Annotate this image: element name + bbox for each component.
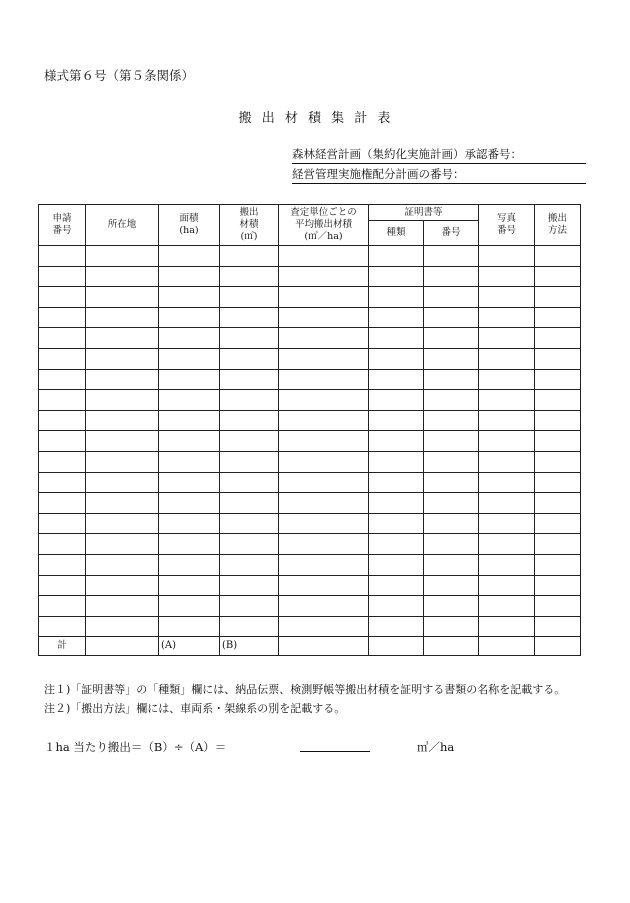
method-cell[interactable] xyxy=(535,431,581,452)
per-hectare-formula: １ha 当たり搬出＝（B）÷（A）＝ xyxy=(44,740,227,754)
photo-number-cell[interactable] xyxy=(479,410,535,431)
volume-cell[interactable] xyxy=(220,307,279,328)
certificate-number-cell[interactable] xyxy=(424,307,479,328)
average-volume-cell[interactable] xyxy=(279,534,369,555)
photo-number-cell[interactable] xyxy=(479,328,535,349)
photo-number-cell[interactable] xyxy=(479,554,535,575)
photo-number-cell[interactable] xyxy=(479,348,535,369)
area-cell[interactable] xyxy=(159,328,220,349)
photo-number-cell[interactable] xyxy=(479,431,535,452)
certificate-type-cell[interactable] xyxy=(369,410,424,431)
certificate-number-cell[interactable] xyxy=(424,554,479,575)
volume-cell[interactable] xyxy=(220,287,279,308)
volume-cell[interactable] xyxy=(220,369,279,390)
photo-number-cell[interactable] xyxy=(479,472,535,493)
photo-number-cell[interactable] xyxy=(479,493,535,514)
table-row xyxy=(39,534,581,555)
method-cell[interactable] xyxy=(535,348,581,369)
photo-number-cell[interactable] xyxy=(479,616,535,637)
application-number-cell[interactable] xyxy=(39,390,86,411)
certificate-type-cell[interactable] xyxy=(369,348,424,369)
header-location: 所在地 xyxy=(86,205,159,246)
certificate-number-cell[interactable] xyxy=(424,348,479,369)
volume-cell[interactable] xyxy=(220,616,279,637)
per-hectare-result-field[interactable] xyxy=(300,751,370,752)
volume-cell[interactable] xyxy=(220,390,279,411)
location-cell[interactable] xyxy=(86,431,159,452)
area-cell[interactable] xyxy=(159,246,220,267)
table-row xyxy=(39,307,581,328)
photo-number-cell[interactable] xyxy=(479,266,535,287)
table-row xyxy=(39,451,581,472)
location-cell[interactable] xyxy=(86,596,159,617)
table-row xyxy=(39,472,581,493)
area-cell[interactable] xyxy=(159,390,220,411)
area-cell[interactable] xyxy=(159,451,220,472)
average-volume-cell[interactable] xyxy=(279,307,369,328)
total-area-cell[interactable] xyxy=(159,637,220,656)
application-number-cell[interactable] xyxy=(39,451,86,472)
certificate-type-cell[interactable] xyxy=(369,534,424,555)
photo-number-cell[interactable] xyxy=(479,451,535,472)
area-cell[interactable] xyxy=(159,287,220,308)
certificate-number-cell[interactable] xyxy=(424,369,479,390)
certificate-type-cell[interactable] xyxy=(369,493,424,514)
average-volume-cell[interactable] xyxy=(279,616,369,637)
total-row xyxy=(39,637,581,656)
certificate-type-cell[interactable] xyxy=(369,266,424,287)
location-cell[interactable] xyxy=(86,246,159,267)
photo-number-cell[interactable] xyxy=(479,513,535,534)
application-number-cell[interactable] xyxy=(39,266,86,287)
average-volume-cell[interactable] xyxy=(279,266,369,287)
area-cell[interactable] xyxy=(159,493,220,514)
note-1: 注１)「証明書等」の「種類」欄には、納品伝票、検測野帳等搬出材積を証明する書類の名称を記載する。 xyxy=(44,683,566,696)
allocation-plan-number-field[interactable] xyxy=(292,166,586,184)
total-photo-cell[interactable] xyxy=(479,637,535,656)
certificate-type-cell[interactable] xyxy=(369,307,424,328)
certificate-number-cell[interactable] xyxy=(424,451,479,472)
application-number-cell[interactable] xyxy=(39,307,86,328)
certificate-number-cell[interactable] xyxy=(424,472,479,493)
certificate-number-cell[interactable] xyxy=(424,410,479,431)
application-number-cell[interactable] xyxy=(39,410,86,431)
certificate-type-cell[interactable] xyxy=(369,616,424,637)
location-cell[interactable] xyxy=(86,287,159,308)
application-number-cell[interactable] xyxy=(39,328,86,349)
application-number-cell[interactable] xyxy=(39,616,86,637)
area-cell[interactable] xyxy=(159,513,220,534)
total-cert-number-cell[interactable] xyxy=(424,637,479,656)
photo-number-cell[interactable] xyxy=(479,307,535,328)
total-label: 計 xyxy=(39,637,86,656)
volume-cell[interactable] xyxy=(220,328,279,349)
method-cell[interactable] xyxy=(535,246,581,267)
table-row xyxy=(39,431,581,452)
method-cell[interactable] xyxy=(535,287,581,308)
volume-cell[interactable] xyxy=(220,266,279,287)
certificate-number-cell[interactable] xyxy=(424,513,479,534)
location-cell[interactable] xyxy=(86,472,159,493)
location-cell[interactable] xyxy=(86,328,159,349)
application-number-cell[interactable] xyxy=(39,287,86,308)
average-volume-cell[interactable] xyxy=(279,348,369,369)
location-cell[interactable] xyxy=(86,266,159,287)
note-2: 注２)「搬出方法」欄には、車両系・架線系の別を記載する。 xyxy=(44,702,346,715)
application-number-cell[interactable] xyxy=(39,596,86,617)
location-cell[interactable] xyxy=(86,513,159,534)
average-volume-cell[interactable] xyxy=(279,431,369,452)
area-cell[interactable] xyxy=(159,575,220,596)
method-cell[interactable] xyxy=(535,410,581,431)
application-number-cell[interactable] xyxy=(39,348,86,369)
table-row xyxy=(39,575,581,596)
average-volume-cell[interactable] xyxy=(279,410,369,431)
average-volume-cell[interactable] xyxy=(279,287,369,308)
photo-number-cell[interactable] xyxy=(479,390,535,411)
area-cell[interactable] xyxy=(159,534,220,555)
certificate-number-cell[interactable] xyxy=(424,328,479,349)
location-cell[interactable] xyxy=(86,369,159,390)
table-row xyxy=(39,266,581,287)
method-cell[interactable] xyxy=(535,369,581,390)
method-cell[interactable] xyxy=(535,513,581,534)
average-volume-cell[interactable] xyxy=(279,390,369,411)
certificate-type-cell[interactable] xyxy=(369,431,424,452)
method-cell[interactable] xyxy=(535,616,581,637)
volume-cell[interactable] xyxy=(220,246,279,267)
location-cell[interactable] xyxy=(86,451,159,472)
table-row xyxy=(39,390,581,411)
certificate-type-cell[interactable] xyxy=(369,513,424,534)
method-cell[interactable] xyxy=(535,575,581,596)
total-cert-type-cell[interactable] xyxy=(369,637,424,656)
header-average-volume: 査定単位ごとの 平均搬出材積 (㎥／ha) xyxy=(279,205,369,246)
table-row xyxy=(39,369,581,390)
certificate-number-cell[interactable] xyxy=(424,266,479,287)
header-volume: 搬出 材積 (㎥) xyxy=(220,205,279,246)
certificate-number-cell[interactable] xyxy=(424,534,479,555)
total-volume-cell[interactable] xyxy=(220,637,279,656)
application-number-cell[interactable] xyxy=(39,493,86,514)
certificate-number-cell[interactable] xyxy=(424,493,479,514)
table-row xyxy=(39,493,581,514)
certificate-number-cell[interactable] xyxy=(424,616,479,637)
application-number-cell[interactable] xyxy=(39,246,86,267)
certificate-type-cell[interactable] xyxy=(369,575,424,596)
area-cell[interactable] xyxy=(159,348,220,369)
document-title: 搬 出 材 積 集 計 表 xyxy=(238,111,392,126)
method-cell[interactable] xyxy=(535,390,581,411)
total-avg-cell[interactable] xyxy=(279,637,369,656)
certificate-number-cell[interactable] xyxy=(424,431,479,452)
volume-cell[interactable] xyxy=(220,596,279,617)
average-volume-cell[interactable] xyxy=(279,575,369,596)
volume-cell[interactable] xyxy=(220,472,279,493)
location-cell[interactable] xyxy=(86,616,159,637)
method-cell[interactable] xyxy=(535,493,581,514)
photo-number-cell[interactable] xyxy=(479,246,535,267)
method-cell[interactable] xyxy=(535,596,581,617)
application-number-cell[interactable] xyxy=(39,431,86,452)
certificate-number-cell[interactable] xyxy=(424,287,479,308)
location-cell[interactable] xyxy=(86,348,159,369)
certificate-type-cell[interactable] xyxy=(369,328,424,349)
table-row xyxy=(39,287,581,308)
photo-number-cell[interactable] xyxy=(479,287,535,308)
form-number: 様式第６号（第５条関係） xyxy=(44,68,195,83)
volume-mark: (B) xyxy=(222,640,238,652)
location-cell[interactable] xyxy=(86,410,159,431)
table-row xyxy=(39,328,581,349)
application-number-cell[interactable] xyxy=(39,575,86,596)
area-cell[interactable] xyxy=(159,472,220,493)
header-certificate-type: 種類 xyxy=(369,221,424,246)
table-row xyxy=(39,554,581,575)
approval-number-field[interactable] xyxy=(292,146,586,164)
header-method: 搬出 方法 xyxy=(535,205,581,246)
application-number-cell[interactable] xyxy=(39,472,86,493)
header-application-number: 申請 番号 xyxy=(39,205,86,246)
area-cell[interactable] xyxy=(159,554,220,575)
average-volume-cell[interactable] xyxy=(279,472,369,493)
location-cell[interactable] xyxy=(86,390,159,411)
photo-number-cell[interactable] xyxy=(479,369,535,390)
certificate-type-cell[interactable] xyxy=(369,390,424,411)
table-row xyxy=(39,348,581,369)
method-cell[interactable] xyxy=(535,307,581,328)
location-cell[interactable] xyxy=(86,493,159,514)
allocation-plan-number-label: 経営管理実施権配分計画の番号： xyxy=(292,167,465,181)
method-cell[interactable] xyxy=(535,266,581,287)
header-photo-number: 写真 番号 xyxy=(479,205,535,246)
certificate-number-cell[interactable] xyxy=(424,390,479,411)
table-row xyxy=(39,246,581,267)
volume-cell[interactable] xyxy=(220,575,279,596)
certificate-number-cell[interactable] xyxy=(424,246,479,267)
certificate-number-cell[interactable] xyxy=(424,596,479,617)
location-cell[interactable] xyxy=(86,307,159,328)
area-mark: (A) xyxy=(161,640,177,652)
application-number-cell[interactable] xyxy=(39,369,86,390)
location-cell[interactable] xyxy=(86,534,159,555)
average-volume-cell[interactable] xyxy=(279,596,369,617)
area-cell[interactable] xyxy=(159,616,220,637)
certificate-type-cell[interactable] xyxy=(369,287,424,308)
volume-cell[interactable] xyxy=(220,534,279,555)
volume-cell[interactable] xyxy=(220,451,279,472)
volume-cell[interactable] xyxy=(220,348,279,369)
photo-number-cell[interactable] xyxy=(479,575,535,596)
certificate-type-cell[interactable] xyxy=(369,369,424,390)
photo-number-cell[interactable] xyxy=(479,534,535,555)
area-cell[interactable] xyxy=(159,266,220,287)
volume-cell[interactable] xyxy=(220,431,279,452)
certificate-type-cell[interactable] xyxy=(369,246,424,267)
average-volume-cell[interactable] xyxy=(279,451,369,472)
volume-cell[interactable] xyxy=(220,493,279,514)
volume-cell[interactable] xyxy=(220,513,279,534)
application-number-cell[interactable] xyxy=(39,513,86,534)
table-body xyxy=(39,246,581,656)
average-volume-cell[interactable] xyxy=(279,493,369,514)
header-certificate: 証明書等 xyxy=(369,205,479,221)
average-volume-cell[interactable] xyxy=(279,513,369,534)
area-cell[interactable] xyxy=(159,307,220,328)
average-volume-cell[interactable] xyxy=(279,554,369,575)
photo-number-cell[interactable] xyxy=(479,596,535,617)
table-row xyxy=(39,410,581,431)
volume-cell[interactable] xyxy=(220,410,279,431)
method-cell[interactable] xyxy=(535,554,581,575)
header-certificate-number: 番号 xyxy=(424,221,479,246)
volume-cell[interactable] xyxy=(220,554,279,575)
method-cell[interactable] xyxy=(535,534,581,555)
total-location-cell[interactable] xyxy=(86,637,159,656)
average-volume-cell[interactable] xyxy=(279,369,369,390)
method-cell[interactable] xyxy=(535,328,581,349)
area-cell[interactable] xyxy=(159,369,220,390)
area-cell[interactable] xyxy=(159,431,220,452)
certificate-type-cell[interactable] xyxy=(369,554,424,575)
certificate-type-cell[interactable] xyxy=(369,596,424,617)
table-row xyxy=(39,596,581,617)
table-row xyxy=(39,513,581,534)
header-area: 面積 (ha) xyxy=(159,205,220,246)
table-row xyxy=(39,616,581,637)
certificate-type-cell[interactable] xyxy=(369,451,424,472)
average-volume-cell[interactable] xyxy=(279,328,369,349)
total-method-cell[interactable] xyxy=(535,637,581,656)
location-cell[interactable] xyxy=(86,575,159,596)
area-cell[interactable] xyxy=(159,596,220,617)
application-number-cell[interactable] xyxy=(39,534,86,555)
approval-number-label: 森林経営計画（集約化実施計画）承認番号： xyxy=(292,147,522,161)
application-number-cell[interactable] xyxy=(39,554,86,575)
method-cell[interactable] xyxy=(535,472,581,493)
summary-table xyxy=(38,204,581,656)
certificate-type-cell[interactable] xyxy=(369,472,424,493)
method-cell[interactable] xyxy=(535,451,581,472)
area-cell[interactable] xyxy=(159,410,220,431)
average-volume-cell[interactable] xyxy=(279,246,369,267)
per-hectare-unit: ㎥／ha xyxy=(417,740,455,754)
location-cell[interactable] xyxy=(86,554,159,575)
certificate-number-cell[interactable] xyxy=(424,575,479,596)
